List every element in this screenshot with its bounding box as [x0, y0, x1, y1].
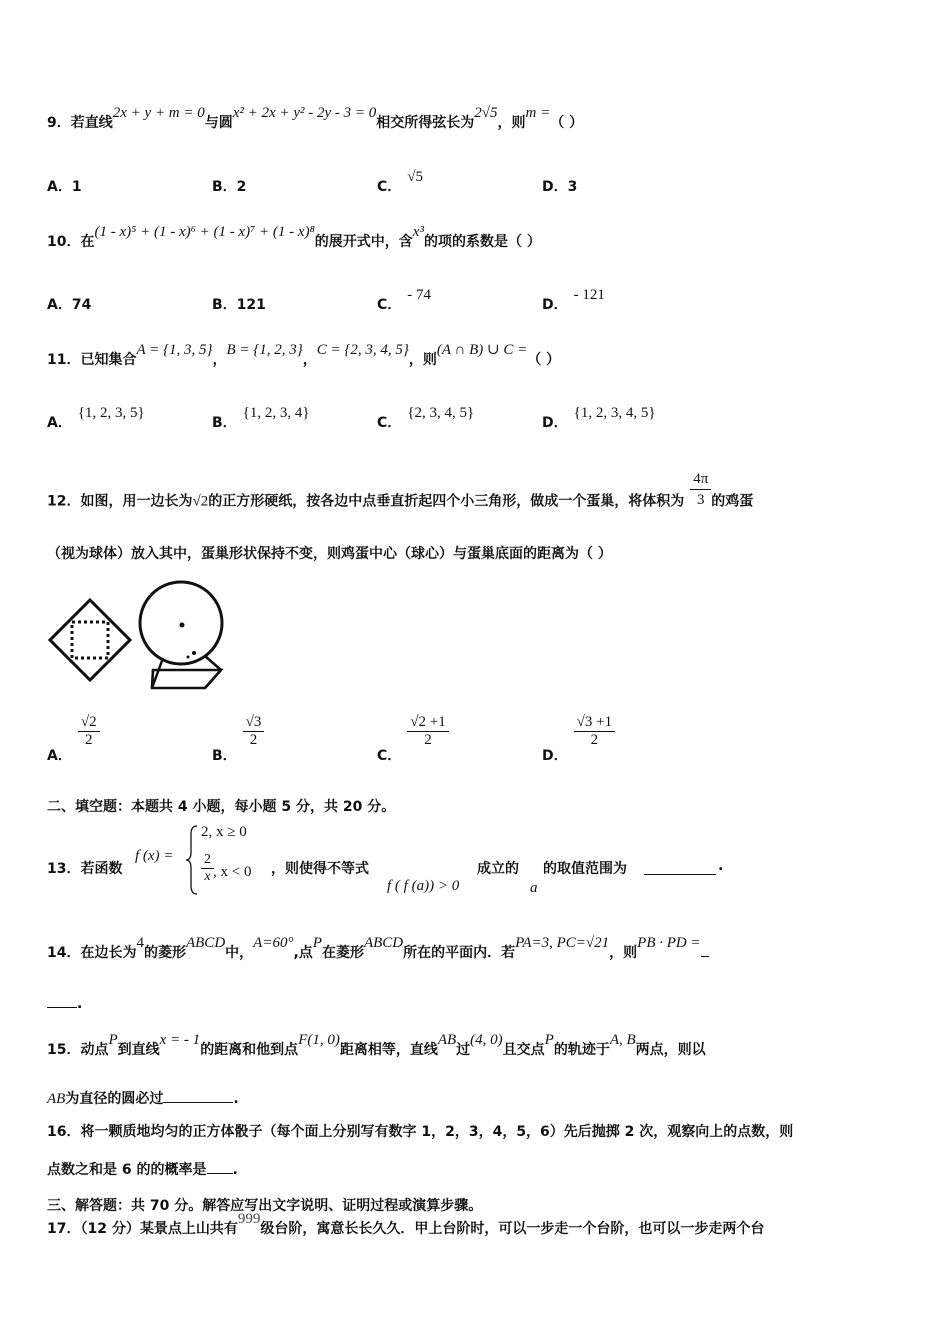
q12-option-c: C． $\frac{√2 +1}{2}$	[377, 714, 449, 749]
q10-option-d: D．- 121	[542, 287, 605, 313]
q17-steps: 999	[237, 1211, 261, 1227]
question-15: 15．动点P到直线x = - 1的距离和他到点F(1, 0)距离相等，直线AB过(4, 0)且交点P的轨迹于A, B两点，则以	[47, 1032, 706, 1058]
q11-option-b: B．{1, 2, 3, 4}	[212, 405, 310, 431]
question-12-line-1: 12．如图，用一边长为√2的正方形硬纸，按各边中点垂直折起四个小三角形，做成一个蛋巢，将体积为 $\frac{4\pi}{3}$ 的鸡蛋	[47, 471, 754, 510]
q13-function: f (x) =	[135, 848, 174, 864]
section-3-heading: 三、解答题：共 70 分。解答应写出文字说明、证明过程或演算步骤。	[47, 1198, 483, 1214]
q10-option-b: B．121	[212, 297, 266, 313]
q9-line-equation: 2x + y + m = 0	[112, 105, 205, 121]
q9-circle-equation: x² + 2x + y² - 2y - 3 = 0	[232, 105, 377, 121]
q14-answer-blank	[47, 993, 77, 1008]
question-14: 14．在边长为4的菱形ABCD中，A=60°,点P在菱形ABCD所在的平面内．若PA=3, PC=√21，则PB · PD =	[47, 942, 709, 963]
q9-variable: m =	[525, 105, 551, 121]
q13-case-1: 2, x ≥ 0	[201, 824, 247, 840]
q12-option-d: D． $\frac{√3 +1}{2}$	[542, 714, 615, 749]
q11-option-a: A．{1, 2, 3, 5}	[47, 405, 145, 431]
q9-text: ，则	[497, 115, 526, 131]
question-16-line-2: 点数之和是 6 的的概率是 .	[47, 1159, 238, 1180]
q13-inequality: f ( f (a)) > 0	[387, 878, 460, 894]
question-12-line-2: （视为球体）放入其中，蛋巢形状保持不变，则鸡蛋中心（球心）与蛋巢底面的距离为（ ）	[47, 546, 612, 562]
q9-option-a: A．1	[47, 179, 82, 195]
question-14-answer-line: .	[47, 993, 82, 1014]
q9-option-c: C．√5	[377, 169, 424, 195]
q14-dot-product: PB · PD =	[637, 935, 701, 951]
q11-option-c: C．{2, 3, 4, 5}	[377, 405, 475, 431]
q11-set-b: B = {1, 2, 3}	[226, 342, 303, 358]
egg-nest-figure	[45, 578, 235, 693]
question-16-line-1: 16．将一颗质地均匀的正方体骰子（每个面上分别写有数字 1，2，3，4，5，6）先后抛掷 2 次，观察向上的点数，则	[47, 1124, 794, 1140]
q15-focus: F(1, 0)	[298, 1032, 340, 1048]
q15-point: (4, 0)	[470, 1032, 503, 1048]
q14-angle: A=60°	[253, 935, 294, 951]
q9-option-b: B．2	[212, 179, 247, 195]
question-11: 11．已知集合A = {1, 3, 5}，B = {1, 2, 3}，C = {2, 3, 4, 5}，则(A ∩ B) ∪ C =（ ）	[47, 342, 561, 368]
question-9	[47, 105, 584, 133]
q13-brace	[185, 824, 199, 896]
q11-option-d: D．{1, 2, 3, 4, 5}	[542, 405, 656, 431]
q9-option-d: D．3	[542, 179, 578, 195]
q10-text: 的项的系数是（ ）	[423, 234, 541, 250]
q9-text: 相交所得弦长为	[376, 115, 475, 131]
q9-text: 与圆	[204, 115, 233, 131]
q11-set-c: C = {2, 3, 4, 5}	[316, 342, 409, 358]
q10-expression: (1 - x)⁵ + (1 - x)⁶ + (1 - x)⁷ + (1 - x)⁸	[94, 224, 315, 240]
q11-set-a: A = {1, 3, 5}	[136, 342, 213, 358]
inner-dotted-square	[72, 622, 108, 658]
folded-square-diagram	[50, 600, 130, 680]
q14-side: 4	[136, 935, 144, 951]
q9-text: （ ）	[550, 115, 584, 131]
question-10	[47, 224, 541, 252]
sphere-center-dot	[180, 623, 185, 628]
q10-term: x³	[412, 224, 424, 240]
q12-side: √2	[192, 493, 209, 510]
q10-text: 的展开式中，含	[314, 234, 413, 250]
section-2-heading: 二、填空题：本题共 4 小题，每小题 5 分，共 20 分。	[47, 799, 396, 815]
question-17: 17．（12 分）某景点上山共有999级台阶，寓意长长久久．甲上台阶时，可以一步走一个台阶，也可以一步走两个台	[47, 1211, 765, 1237]
q10-number: 10．在	[47, 234, 95, 250]
q13-case-2-fraction: $\frac{2}{x}$	[201, 852, 214, 885]
q15-line: x = - 1	[159, 1032, 201, 1048]
question-15-line-2: AB为直径的圆必过 .	[47, 1088, 239, 1109]
q15-answer-blank	[163, 1088, 233, 1103]
q13-answer-blank	[644, 860, 716, 875]
q11-number: 11．已知集合	[47, 352, 137, 368]
nest-base	[152, 670, 221, 688]
q12-volume: $\frac{4\pi}{3}$	[690, 469, 711, 510]
question-13: 13．若函数 f (x) = 2, x ≥ 0 $\frac{2}{x}$ , x < 0 ，则使得不等式 f ( f (a)) > 0 成立的 a 的取值范围为 .	[47, 824, 724, 896]
q12-option-a: A． $\frac{√2}{2}$	[47, 714, 100, 749]
q12-option-b: B． $\frac{√3}{2}$	[212, 714, 264, 749]
q16-answer-blank	[207, 1159, 233, 1174]
q9-chord-length: 2√5	[474, 105, 498, 121]
q13-variable: a	[530, 880, 538, 896]
q10-option-a: A．74	[47, 297, 92, 313]
q9-number: 9．若直线	[47, 115, 113, 131]
q14-condition: PA=3, PC=√21	[515, 935, 610, 951]
q13-case-2-condition: , x < 0	[213, 864, 252, 880]
q11-expression: (A ∩ B) ∪ C =	[436, 342, 528, 358]
q13-number: 13．若函数	[47, 861, 123, 877]
q14-rhombus: ABCD	[185, 935, 226, 951]
q10-option-c: C．- 74	[377, 287, 432, 313]
